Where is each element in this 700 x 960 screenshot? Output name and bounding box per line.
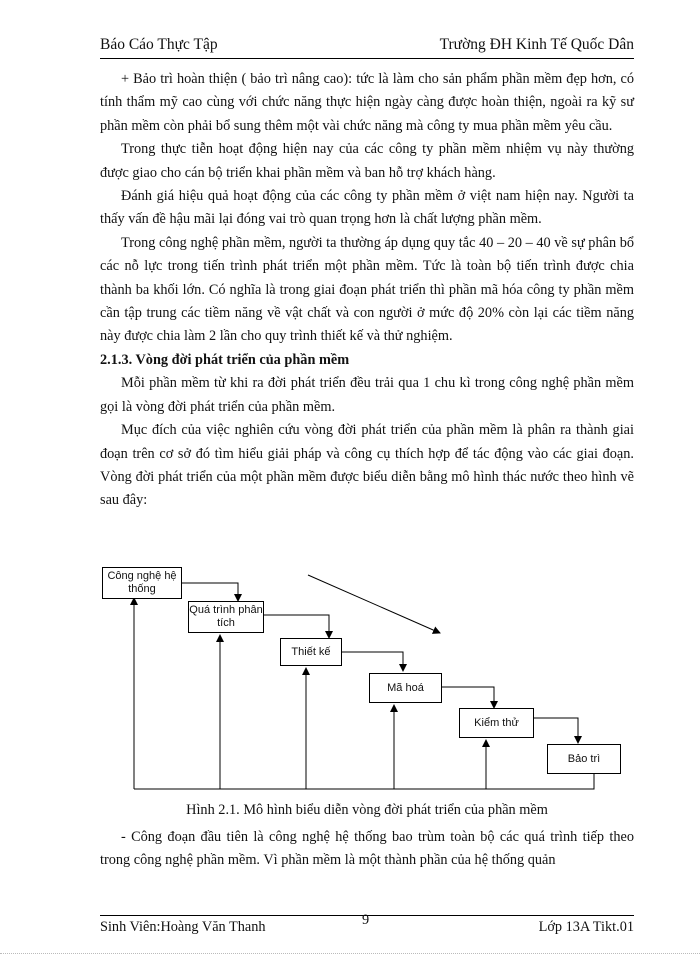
paragraph: Trong công nghệ phần mềm, người ta thường áp dụng quy tắc 40 – 20 – 40 về sự phân bổ các nỗ lực trong tiến trình phát triển một phần mềm. Tức là toàn bộ tiến trình được chia thành ba khối lớn. Có nghĩa là trong giai đoạn phát triển thì phần mã hóa công ty phần mềm cần tập trung các tiềm năng về vật chất và con người ở mức độ 20% còn lại các tiềm năng này được chia làm 2 lần cho quy trình thiết kế và thử nghiệm. <box>100 234 634 345</box>
paragraph: Mỗi phần mềm từ khi ra đời phát triển đều trải qua 1 chu kì trong công nghệ phần mềm gọi là vòng đời phát triển của phần mềm. <box>100 375 634 415</box>
header-left: Báo Cáo Thực Tập <box>100 36 218 53</box>
waterfall-diagram <box>96 563 636 803</box>
stage-coding: Mã hoá <box>369 673 442 703</box>
bottom-divider <box>0 953 700 954</box>
paragraph: Trong thực tiễn hoạt động hiện nay của các công ty phần mềm nhiệm vụ này thường được giao cho cán bộ triển khai phần mềm và ban hỗ trợ khách hàng. <box>100 141 634 181</box>
arrow-3 <box>340 652 403 671</box>
arrow-2 <box>262 615 329 638</box>
paragraph: - Công đoạn đầu tiên là công nghệ hệ thống bao trùm toàn bộ các quá trình tiếp theo trong công nghệ phần mềm. Vì phần mềm là một thành phần của hệ thống quản <box>100 829 634 869</box>
trend-arrow <box>308 575 440 633</box>
stage-analysis: Quá trình phân tích <box>188 601 264 633</box>
stage-testing: Kiểm thử <box>459 708 534 738</box>
stage-system-engineering: Công nghệ hệ thống <box>102 567 182 599</box>
arrow-4 <box>440 687 494 708</box>
footer-class: Lớp 13A Tikt.01 <box>538 919 634 935</box>
figure-caption: Hình 2.1. Mô hình biểu diễn vòng đời phát triển của phần mềm <box>186 802 548 818</box>
page-number: 9 <box>362 912 370 928</box>
paragraph: Mục đích của việc nghiên cứu vòng đời phát triển của phần mềm là phân ra thành giai đoạn trên cơ sở đó tìm hiểu giải pháp và công cụ thích hợp để tác động vào các giai đoạn. Vòng đời phát triển của một phần mềm được biểu diễn bằng mô hình thác nước theo hình vẽ sau đây: <box>100 422 634 509</box>
feedback-line <box>134 774 594 789</box>
section-heading: 2.1.3. Vòng đời phát triển của phần mềm <box>100 351 350 368</box>
arrow-1 <box>180 583 238 601</box>
arrow-5 <box>532 718 578 743</box>
body-text <box>100 68 634 513</box>
page-footer <box>100 912 634 938</box>
stage-design: Thiết kế <box>280 638 342 666</box>
stage-maintenance: Bảo trì <box>547 744 621 774</box>
body-text-continued <box>100 826 634 873</box>
footer-student: Sinh Viên:Hoàng Văn Thanh <box>100 919 266 935</box>
paragraph: + Bảo trì hoàn thiện ( bảo trì nâng cao): tức là làm cho sản phẩm phần mềm đẹp hơn, có tính thẩm mỹ cao cùng với chức năng thực hiện ngày càng được hoàn thiện, ngoài ra kỹ sư phần mềm còn phải bổ sung thêm một vài chức năng mà công ty mua phần mềm yêu cầu. <box>100 71 634 134</box>
header-right: Trường ĐH Kinh Tế Quốc Dân <box>439 36 634 53</box>
page-header <box>100 36 634 59</box>
paragraph: Đánh giá hiệu quả hoạt động của các công ty phần mềm ở việt nam hiện nay. Người ta thấy vấn đề hậu mãi lại đóng vai trò quan trọng hơn là chất lượng phần mềm. <box>100 188 634 228</box>
